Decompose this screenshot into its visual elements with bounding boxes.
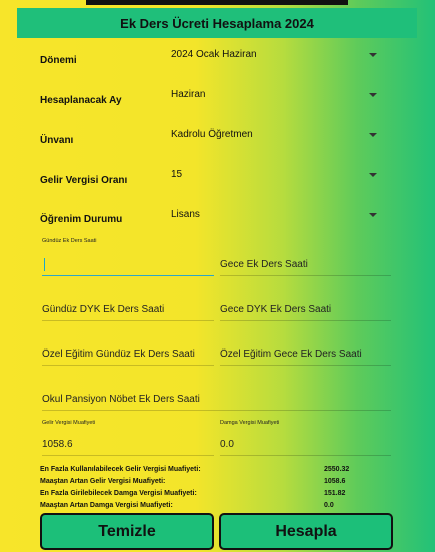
gunduz-ek-ders-input[interactable] — [42, 252, 214, 276]
hesaplanacak-ay-label: Hesaplanacak Ay — [40, 95, 122, 106]
summary-label: Maaştan Artan Damga Vergisi Muafiyeti: — [40, 502, 173, 509]
donemi-label: Dönemi — [40, 55, 77, 66]
ogrenim-durumu-value: Lisans — [171, 209, 200, 220]
damga-vergisi-muafiyeti-value: 0.0 — [220, 439, 234, 450]
input-underline — [220, 455, 391, 456]
gece-dyk-input[interactable] — [220, 297, 391, 321]
chevron-down-icon — [369, 133, 377, 137]
input-underline — [42, 455, 214, 456]
ogrenim-durumu-select[interactable] — [171, 209, 383, 233]
okul-pansiyon-input[interactable] — [42, 387, 391, 411]
input-underline — [42, 320, 214, 321]
gunduz-ek-ders-label: Gündüz Ek Ders Saati — [42, 238, 97, 244]
hesaplanacak-ay-select[interactable] — [171, 89, 383, 113]
input-underline — [42, 275, 214, 276]
damga-vergisi-muafiyeti-input[interactable] — [220, 432, 391, 456]
unvani-value: Kadrolu Öğretmen — [171, 129, 253, 140]
summary-value: 1058.6 — [324, 478, 346, 485]
ozel-egitim-gece-placeholder: Özel Eğitim Gece Ek Ders Saati — [220, 349, 362, 360]
gece-dyk-placeholder: Gece DYK Ek Ders Saati — [220, 304, 332, 315]
summary-value: 0.0 — [324, 502, 334, 509]
input-underline — [220, 365, 391, 366]
calculate-button[interactable]: Hesapla — [219, 513, 393, 550]
input-underline — [220, 275, 391, 276]
chevron-down-icon — [369, 213, 377, 217]
okul-pansiyon-placeholder: Okul Pansiyon Nöbet Ek Ders Saati — [42, 394, 200, 405]
clear-button[interactable]: Temizle — [40, 513, 214, 550]
ozel-egitim-gece-input[interactable] — [220, 342, 391, 366]
damga-vergisi-muafiyeti-label: Damga Vergisi Muafiyeti — [220, 420, 280, 426]
chevron-down-icon — [369, 53, 377, 57]
input-underline — [42, 365, 214, 366]
ogrenim-durumu-label: Öğrenim Durumu — [40, 214, 123, 225]
ozel-egitim-gunduz-placeholder: Özel Eğitim Gündüz Ek Ders Saati — [42, 349, 195, 360]
gunduz-dyk-placeholder: Gündüz DYK Ek Ders Saati — [42, 304, 165, 315]
input-underline — [42, 410, 391, 411]
text-cursor — [44, 258, 45, 271]
summary-value: 2550.32 — [324, 466, 350, 473]
page-title: Ek Ders Ücreti Hesaplama 2024 — [17, 8, 417, 38]
status-bar-strip — [86, 0, 348, 5]
summary-label: En Fazla Girilebilecek Damga Vergisi Muafiyeti: — [40, 490, 197, 497]
ozel-egitim-gunduz-input[interactable] — [42, 342, 214, 366]
input-underline — [220, 320, 391, 321]
summary-value: 151.82 — [324, 490, 346, 497]
donemi-select[interactable] — [171, 49, 383, 73]
hesaplanacak-ay-value: Haziran — [171, 89, 206, 100]
donemi-value: 2024 Ocak Haziran — [171, 49, 257, 60]
summary-label: Maaştan Artan Gelir Vergisi Muafiyeti: — [40, 478, 166, 485]
gunduz-dyk-input[interactable] — [42, 297, 214, 321]
gece-ek-ders-input[interactable] — [220, 252, 391, 276]
gelir-vergisi-orani-select[interactable] — [171, 169, 383, 193]
gelir-vergisi-muafiyeti-value: 1058.6 — [42, 439, 73, 450]
summary-label: En Fazla Kullanılabilecek Gelir Vergisi Muafiyeti: — [40, 466, 201, 473]
gelir-vergisi-muafiyeti-input[interactable] — [42, 432, 214, 456]
gelir-vergisi-orani-value: 15 — [171, 169, 183, 180]
unvani-select[interactable] — [171, 129, 383, 153]
chevron-down-icon — [369, 93, 377, 97]
gelir-vergisi-muafiyeti-label: Gelir Vergisi Muafiyeti — [42, 420, 96, 426]
gece-ek-ders-placeholder: Gece Ek Ders Saati — [220, 259, 308, 270]
chevron-down-icon — [369, 173, 377, 177]
gelir-vergisi-orani-label: Gelir Vergisi Oranı — [40, 175, 128, 186]
unvani-label: Ünvanı — [40, 135, 74, 146]
